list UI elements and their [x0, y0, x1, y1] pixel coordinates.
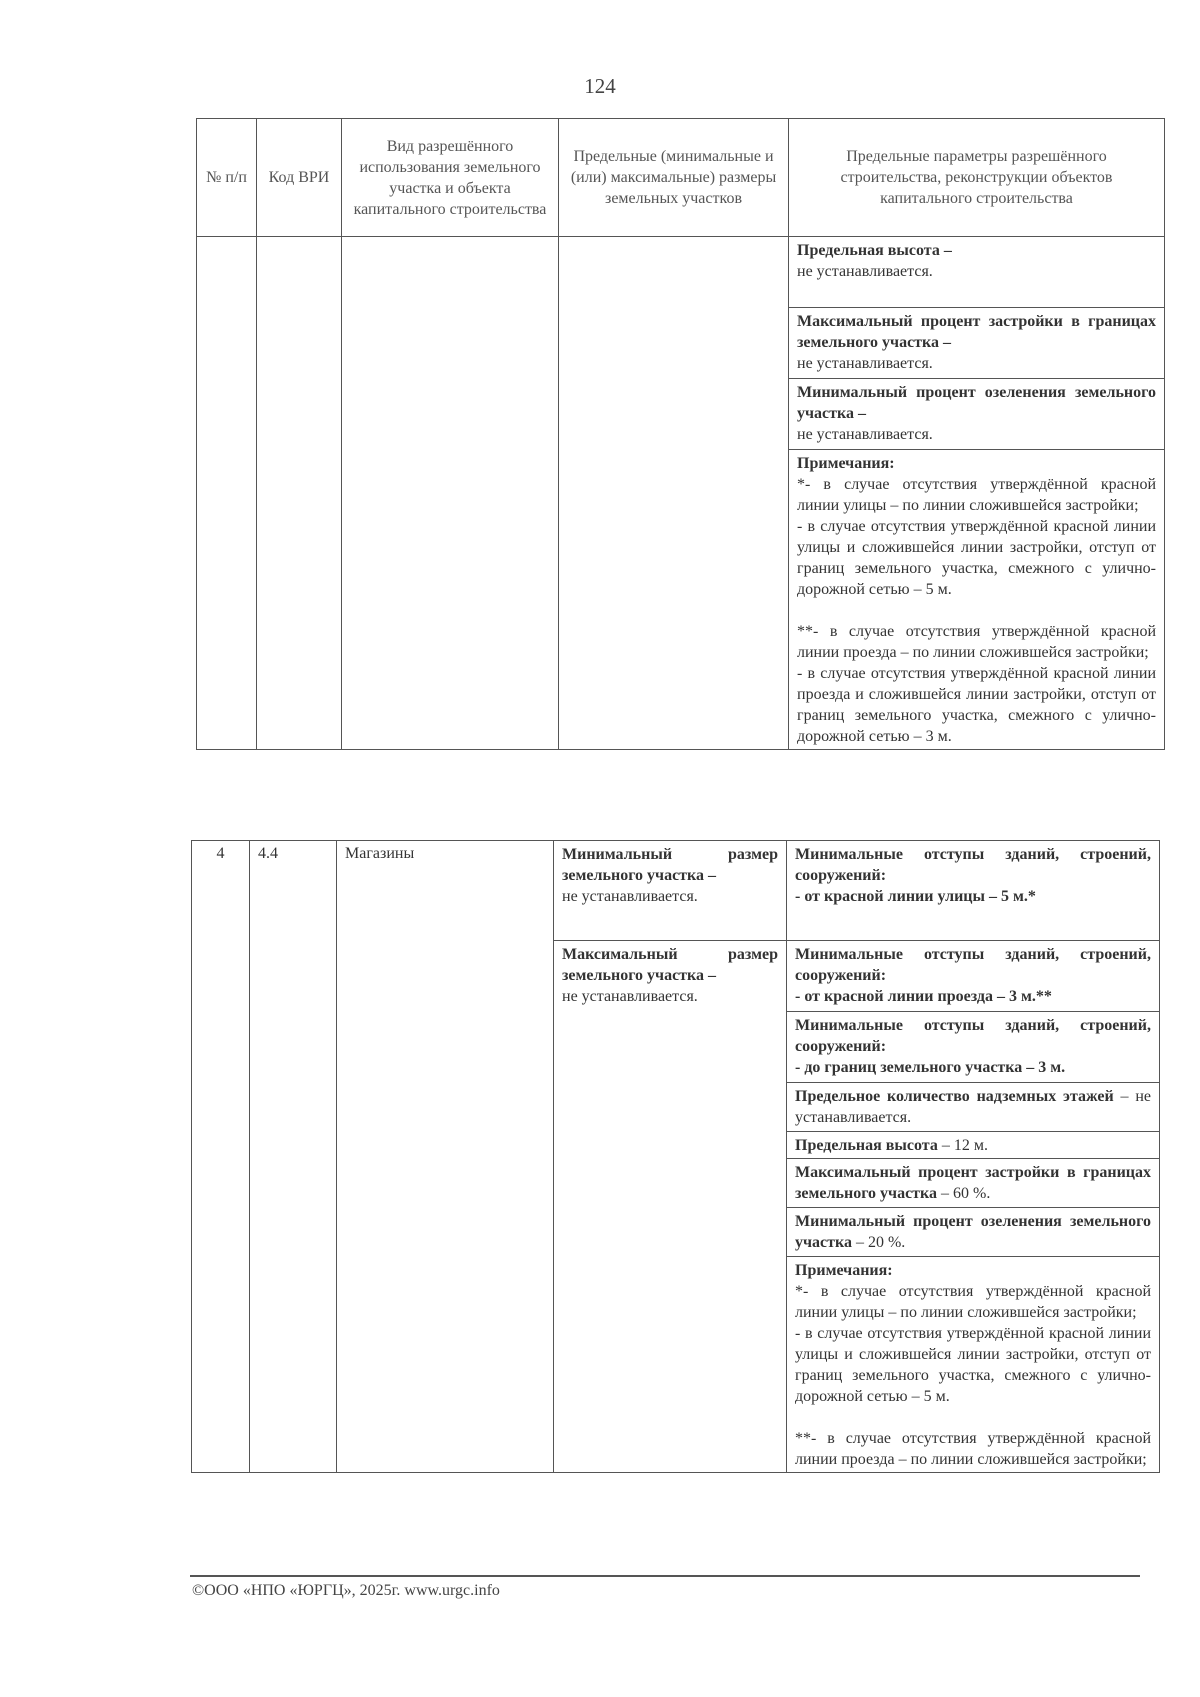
param-value: не устанавливается.	[797, 263, 933, 280]
size-cell	[554, 841, 787, 941]
param-cell	[787, 841, 1160, 941]
param-cell	[787, 1012, 1160, 1083]
cell-size-empty	[559, 237, 789, 750]
row-num: 4	[192, 841, 250, 1473]
note-text: - в случае отсутствия утверждённой красной линии проезда и сложившейся линии застройки, отступ от границ земельного участка, смежного с улично-дорожной сетью – 3 м.	[797, 665, 1156, 745]
header-size: Предельные (минимальные и (или) максимальные) размеры земельных участков	[559, 119, 789, 237]
param-value: – 20 %.	[851, 1234, 906, 1251]
table-row	[197, 237, 1165, 308]
param-value: - до границ земельного участка – 3 м.	[795, 1059, 1066, 1076]
param-value: – 60 %.	[937, 1185, 991, 1202]
header-type: Вид разрешённого использования земельного участка и объекта капитального строительства	[342, 119, 559, 237]
param-title: Минимальные отступы зданий, строений, сооружений:	[795, 946, 1151, 984]
notes-title: Примечания:	[797, 455, 895, 472]
param-title: Максимальный процент застройки в границах земельного участка	[795, 1164, 1151, 1202]
cell-code-empty	[257, 237, 342, 750]
size-cell	[554, 941, 787, 1473]
param-title: Предельная высота –	[797, 242, 952, 259]
param-cell	[789, 237, 1165, 308]
size-value: не устанавливается.	[562, 988, 698, 1005]
table-header-row	[197, 119, 1165, 237]
note-text: - в случае отсутствия утверждённой красной линии улицы и сложившейся линии застройки, отступ от границ земельного участка, смежного с улично-дорожной сетью – 5 м.	[797, 518, 1156, 598]
header-code: Код ВРИ	[257, 119, 342, 237]
table-row	[192, 841, 1160, 941]
param-title: Минимальные отступы зданий, строений, сооружений:	[795, 1017, 1151, 1055]
header-params: Предельные параметры разрешённого строительства, реконструкции объектов капитального строительства	[789, 119, 1165, 237]
footer-copyright: ©ООО «НПО «ЮРГЦ», 2025г. www.urgc.info	[192, 1582, 500, 1599]
param-title: Минимальный процент озеленения земельного участка	[795, 1213, 1151, 1251]
param-value: - от красной линии проезда – 3 м.**	[795, 988, 1052, 1005]
param-value: - от красной линии улицы – 5 м.*	[795, 888, 1036, 905]
page-number: 124	[584, 74, 616, 98]
notes-title: Примечания:	[795, 1262, 893, 1279]
regulations-table-top	[196, 118, 1165, 750]
size-value: не устанавливается.	[562, 888, 698, 905]
note-text: *- в случае отсутствия утверждённой красной линии улицы – по линии сложившейся застройки;	[795, 1283, 1151, 1321]
cell-type-empty	[342, 237, 559, 750]
param-value: – 12 м.	[937, 1137, 988, 1154]
param-title: Минимальный процент озеленения земельного участка –	[797, 384, 1156, 422]
note-text: *- в случае отсутствия утверждённой красной линии улицы – по линии сложившейся застройки;	[797, 476, 1156, 514]
notes-cell	[789, 450, 1165, 750]
param-cell	[787, 1159, 1160, 1208]
param-cell	[789, 308, 1165, 379]
regulations-table-bottom	[191, 840, 1160, 1473]
param-title: Минимальные отступы зданий, строений, сооружений:	[795, 846, 1151, 884]
row-code: 4.4	[250, 841, 337, 1473]
header-num: № п/п	[197, 119, 257, 237]
param-value: не устанавливается.	[797, 426, 933, 443]
param-cell	[787, 1208, 1160, 1257]
notes-cell	[787, 1257, 1160, 1473]
param-value: – не устанавливается.	[795, 1088, 1151, 1126]
cell-num-empty	[197, 237, 257, 750]
row-type: Магазины	[337, 841, 554, 1473]
size-title: Максимальный размер земельного участка –	[562, 946, 778, 984]
param-value: не устанавливается.	[797, 355, 933, 372]
size-title: Минимальный размер земельного участка –	[562, 846, 778, 884]
param-cell	[787, 1132, 1160, 1159]
param-title: Предельная высота	[795, 1137, 938, 1154]
param-title: Предельное количество надземных этажей	[795, 1088, 1114, 1105]
param-cell	[789, 379, 1165, 450]
note-text: **- в случае отсутствия утверждённой красной линии проезда – по линии сложившейся застройки;	[795, 1430, 1151, 1468]
footer-divider	[190, 1575, 1140, 1577]
note-text: - в случае отсутствия утверждённой красной линии улицы и сложившейся линии застройки, отступ от границ земельного участка, смежного с улично-дорожной сетью – 5 м.	[795, 1325, 1151, 1405]
param-cell	[787, 1083, 1160, 1132]
param-cell	[787, 941, 1160, 1012]
param-title: Максимальный процент застройки в границах земельного участка –	[797, 313, 1156, 351]
note-text: **- в случае отсутствия утверждённой красной линии проезда – по линии сложившейся застройки;	[797, 623, 1156, 661]
